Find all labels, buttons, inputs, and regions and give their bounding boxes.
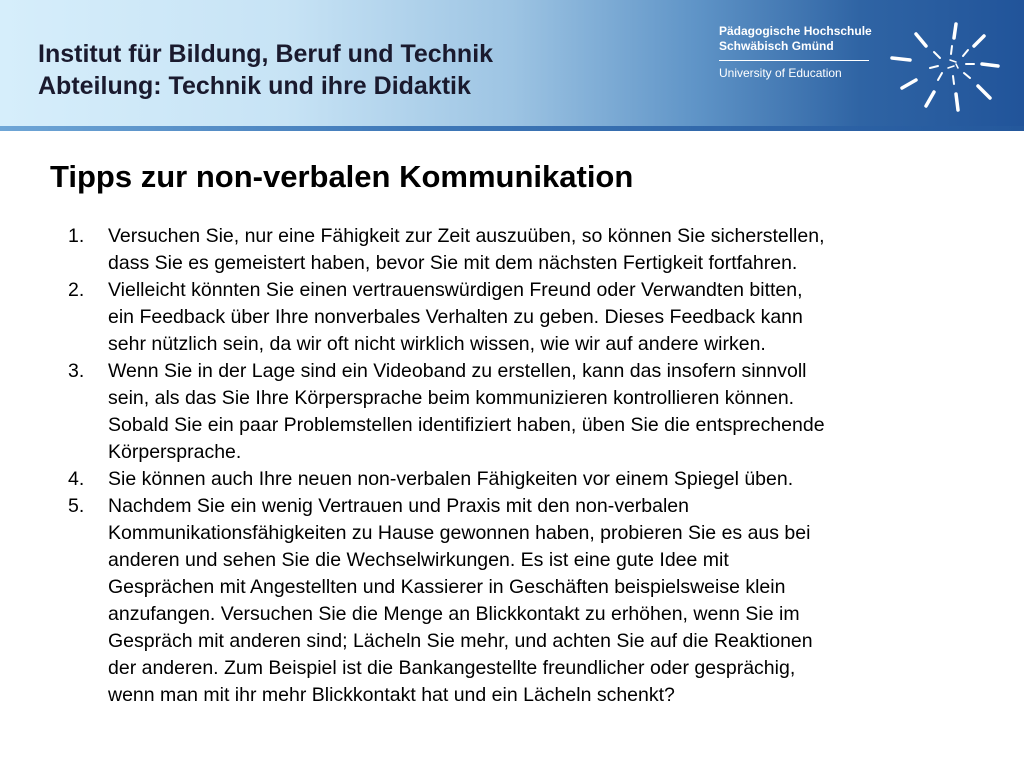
list-item-line: wenn man mit ihr mehr Blickkontakt hat und ein Lächeln schenkt?: [108, 684, 675, 706]
list-item-line: Kommunikationsfähigkeiten zu Hause gewonnen haben, probieren Sie es aus bei: [108, 522, 811, 544]
list-item-line: Gespräch mit anderen sind; Lächeln Sie mehr, und achten Sie auf die Reaktionen: [108, 630, 813, 652]
list-item-number: 2.: [68, 279, 85, 301]
list-item-line: ein Feedback über Ihre nonverbales Verhalten zu geben. Dieses Feedback kann: [108, 306, 803, 328]
slide-title: Tipps zur non-verbalen Kommunikation: [50, 159, 634, 194]
list-item: [68, 493, 958, 709]
list-item-line: Körpersprache.: [108, 441, 242, 463]
list-item-line: Wenn Sie in der Lage sind ein Videoband zu erstellen, kann das insofern sinnvoll: [108, 360, 807, 382]
list-item-line: sein, als das Sie Ihre Körpersprache beim kommunizieren kontrollieren können.: [108, 387, 795, 409]
list-item-line: dass Sie es gemeistert haben, bevor Sie mit dem nächsten Fertigkeit fortfahren.: [108, 252, 798, 274]
list-item-line: der anderen. Zum Beispiel ist die Bankangestellte freundlicher oder gesprächig,: [108, 657, 796, 679]
list-item-number: 4.: [68, 468, 85, 490]
header-rule: [0, 126, 1024, 131]
list-item-number: 5.: [68, 495, 85, 517]
list-item-number: 1.: [68, 225, 85, 247]
list-item-line: anzufangen. Versuchen Sie die Menge an Blickkontakt zu erhöhen, wenn Sie im: [108, 603, 800, 625]
department-name: Abteilung: Technik und ihre Didaktik: [38, 72, 471, 100]
list-item-line: Gesprächen mit Angestellten und Kassierer in Geschäften beispielsweise klein: [108, 576, 786, 598]
list-item: [68, 277, 958, 358]
list-item-line: Sobald Sie ein paar Problemstellen identifiziert haben, üben Sie die entsprechende: [108, 414, 825, 436]
list-item-line: Vielleicht könnten Sie einen vertrauenswürdigen Freund oder Verwandten bitten,: [108, 279, 803, 301]
list-item: [68, 466, 958, 493]
logo-line-2: Schwäbisch Gmünd: [719, 39, 834, 53]
list-item-line: Sie können auch Ihre neuen non-verbalen Fähigkeiten vor einem Spiegel üben.: [108, 468, 794, 490]
institute-heading: [38, 38, 493, 102]
list-item-line: anderen und sehen Sie die Wechselwirkungen. Es ist eine gute Idee mit: [108, 549, 729, 571]
list-item: [68, 223, 958, 277]
list-item-line: Versuchen Sie, nur eine Fähigkeit zur Zeit auszuüben, so können Sie sicherstellen,: [108, 225, 825, 247]
list-item-line: sehr nützlich sein, da wir oft nicht wirklich wissen, wie wir auf andere wirken.: [108, 333, 766, 355]
tips-list: [68, 223, 958, 709]
logo-line-1: Pädagogische Hochschule: [719, 24, 872, 38]
logo-line-3: University of Education: [719, 66, 842, 80]
university-logo-text: [719, 24, 872, 81]
sunburst-logo-icon: [886, 18, 1006, 114]
list-item-number: 3.: [68, 360, 85, 382]
list-item-line: Nachdem Sie ein wenig Vertrauen und Praxis mit den non-verbalen: [108, 495, 690, 517]
institute-name: Institut für Bildung, Beruf und Technik: [38, 40, 494, 68]
list-item: [68, 358, 958, 466]
logo-divider: [719, 60, 869, 61]
